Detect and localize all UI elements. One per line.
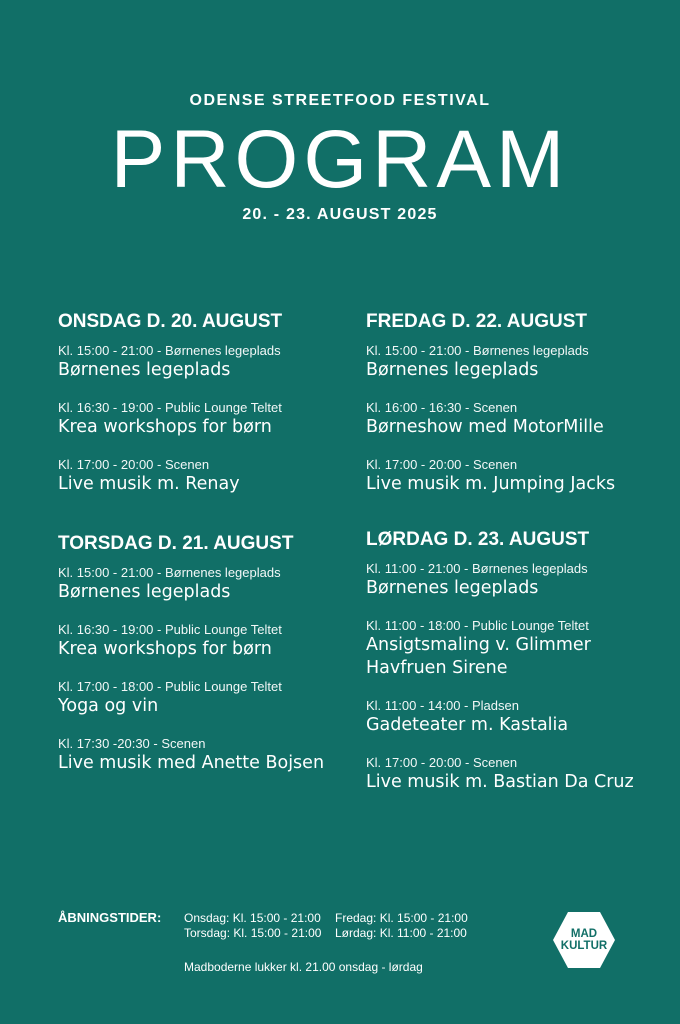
event-title: Krea workshops for børn <box>58 417 272 437</box>
left-column <box>58 310 358 797</box>
event-item <box>58 678 358 718</box>
opening-hours-column <box>184 911 321 941</box>
event-time: Kl. 17:00 - 20:00 - Scenen <box>366 457 518 472</box>
festival-name: ODENSE STREETFOOD FESTIVAL <box>189 92 491 109</box>
event-item <box>366 456 666 496</box>
closing-note: Madboderne lukker kl. 21.00 onsdag - lørdag <box>184 960 423 974</box>
event-item <box>366 399 666 439</box>
opening-hours-friday: Fredag: Kl. 15:00 - 21:00 <box>335 911 468 925</box>
event-time: Kl. 11:00 - 14:00 - Pladsen <box>366 698 519 713</box>
event-title: Live musik m. Renay <box>58 474 240 494</box>
event-title: Krea workshops for børn <box>58 639 272 659</box>
opening-hours-wednesday: Onsdag: Kl. 15:00 - 21:00 <box>184 911 321 925</box>
day-heading-saturday: LØRDAG D. 23. AUGUST <box>366 529 590 550</box>
right-column <box>366 310 666 816</box>
day-block-saturday <box>366 528 666 794</box>
day-heading-wednesday: ONSDAG D. 20. AUGUST <box>58 311 283 332</box>
event-item <box>366 617 666 680</box>
opening-hours-saturday: Lørdag: Kl. 11:00 - 21:00 <box>335 926 467 940</box>
event-time: Kl. 17:00 - 18:00 - Public Lounge Teltet <box>58 679 282 694</box>
event-item <box>366 342 666 382</box>
event-time: Kl. 15:00 - 21:00 - Børnenes legeplads <box>58 565 281 580</box>
event-title: Børnenes legeplads <box>58 582 231 602</box>
event-title: Børneshow med MotorMille <box>366 417 604 437</box>
event-title: Gadeteater m. Kastalia <box>366 715 569 735</box>
opening-hours-column <box>335 911 468 941</box>
event-time: Kl. 17:30 -20:30 - Scenen <box>58 736 206 751</box>
event-time: Kl. 17:00 - 20:00 - Scenen <box>366 755 518 770</box>
day-heading-thursday: TORSDAG D. 21. AUGUST <box>58 533 294 554</box>
event-time: Kl. 16:30 - 19:00 - Public Lounge Teltet <box>58 622 282 637</box>
event-time: Kl. 15:00 - 21:00 - Børnenes legeplads <box>58 343 281 358</box>
event-time: Kl. 16:30 - 19:00 - Public Lounge Teltet <box>58 400 282 415</box>
event-item <box>58 564 358 604</box>
event-time: Kl. 15:00 - 21:00 - Børnenes legeplads <box>366 343 589 358</box>
event-item <box>366 560 666 600</box>
festival-dates: 20. - 23. AUGUST 2025 <box>242 206 438 223</box>
event-time: Kl. 11:00 - 18:00 - Public Lounge Teltet <box>366 618 589 633</box>
logo-text-kultur: KULTUR <box>560 940 608 952</box>
event-item <box>58 399 358 439</box>
event-title: Børnenes legeplads <box>366 360 539 380</box>
logo-text-mad: MAD <box>570 928 598 940</box>
event-time: Kl. 17:00 - 20:00 - Scenen <box>58 457 210 472</box>
event-title: Børnenes legeplads <box>366 578 539 598</box>
event-item <box>58 735 358 775</box>
event-time: Kl. 11:00 - 21:00 - Børnenes legeplads <box>366 561 588 576</box>
event-title: Ansigtsmaling v. Glimmer Havfruen Sirene <box>366 635 591 678</box>
event-title: Live musik med Anette Bojsen <box>58 753 325 773</box>
event-title: Børnenes legeplads <box>58 360 231 380</box>
event-item <box>58 456 358 496</box>
event-item <box>366 697 666 737</box>
event-title: Yoga og vin <box>58 696 159 716</box>
event-item <box>58 342 358 382</box>
day-block-friday <box>366 310 666 496</box>
mad-kultur-logo <box>552 911 616 969</box>
event-item <box>366 754 666 794</box>
event-title: Live musik m. Jumping Jacks <box>366 474 616 494</box>
page-title: PROGRAM <box>110 114 570 205</box>
opening-hours-label: ÅBNINGSTIDER: <box>58 910 162 925</box>
event-item <box>58 621 358 661</box>
event-title: Live musik m. Bastian Da Cruz <box>366 772 634 792</box>
day-block-thursday <box>58 532 358 775</box>
day-block-wednesday <box>58 310 358 496</box>
day-heading-friday: FREDAG D. 22. AUGUST <box>366 311 587 332</box>
event-time: Kl. 16:00 - 16:30 - Scenen <box>366 400 518 415</box>
opening-hours-thursday: Torsdag: Kl. 15:00 - 21:00 <box>184 926 322 940</box>
